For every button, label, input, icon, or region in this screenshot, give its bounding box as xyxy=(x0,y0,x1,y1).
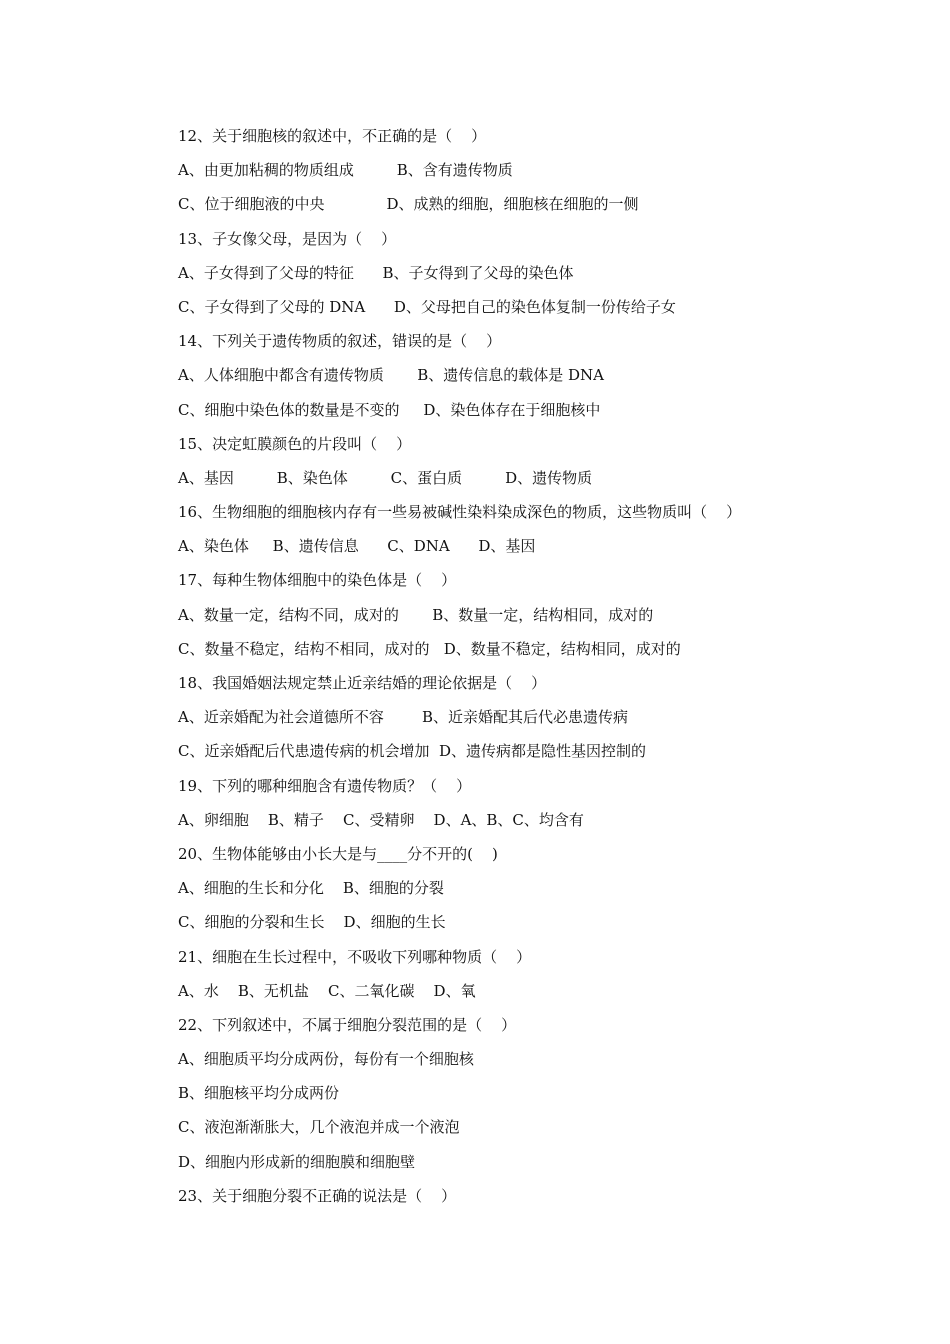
question-22-option-b: B、细胞核平均分成两份 xyxy=(178,1084,340,1103)
question-14-options-ab: A、人体细胞中都含有遗传物质 B、遗传信息的载体是 DNA xyxy=(178,366,604,385)
question-22-stem: 22、下列叙述中，不属于细胞分裂范围的是（ ） xyxy=(178,1015,517,1034)
question-22-option-d: D、细胞内形成新的细胞膜和细胞壁 xyxy=(178,1152,416,1171)
question-list xyxy=(178,124,878,1218)
question-14-options-cd: C、细胞中染色体的数量是不变的 D、染色体存在于细胞核中 xyxy=(178,400,601,419)
question-17-options-ab: A、数量一定，结构不同，成对的 B、数量一定，结构相同，成对的 xyxy=(178,605,654,624)
question-18-stem: 18、我国婚姻法规定禁止近亲结婚的理论依据是（ ） xyxy=(178,674,547,692)
question-12-options-ab: A、由更加粘稠的物质组成 B、含有遗传物质 xyxy=(178,161,513,180)
question-16-options: A、染色体 B、遗传信息 C、DNA D、基因 xyxy=(178,537,536,556)
question-15-stem: 15、决定虹膜颜色的片段叫（ ） xyxy=(178,434,412,453)
question-12-options-cd: C、位于细胞液的中央 D、成熟的细胞，细胞核在细胞的一侧 xyxy=(178,195,639,214)
question-13-stem: 13、子女像父母，是因为（ ） xyxy=(178,229,397,248)
question-12-stem: 12、关于细胞核的叙述中，不正确的是（ ） xyxy=(178,127,487,145)
question-13-options-ab: A、子女得到了父母的特征 B、子女得到了父母的染色体 xyxy=(178,263,574,282)
question-20-options-cd: C、细胞的分裂和生长 D、细胞的生长 xyxy=(178,913,446,932)
question-22-option-a: A、细胞质平均分成两份，每份有一个细胞核 xyxy=(178,1050,474,1069)
question-18-options-cd: C、近亲婚配后代患遗传病的机会增加 D、遗传病都是隐性基因控制的 xyxy=(178,742,647,761)
question-20-options-ab: A、细胞的生长和分化 B、细胞的分裂 xyxy=(178,879,444,898)
question-19-stem: 19、下列的哪种细胞含有遗传物质？（ ） xyxy=(178,776,472,795)
question-14-stem: 14、下列关于遗传物质的叙述，错误的是（ ） xyxy=(178,332,502,351)
question-16-stem: 16、生物细胞的细胞核内存有一些易被碱性染料染成深色的物质，这些物质叫（ ） xyxy=(178,503,742,522)
question-13-options-cd: C、子女得到了父母的 DNA D、父母把自己的染色体复制一份传给子女 xyxy=(178,297,676,316)
question-18-options-ab: A、近亲婚配为社会道德所不容 B、近亲婚配其后代必患遗传病 xyxy=(178,708,629,727)
question-20-stem: 20、生物体能够由小长大是与____分不开的( ) xyxy=(178,844,498,863)
question-17-options-cd: C、数量不稳定，结构不相同，成对的 D、数量不稳定，结构相同，成对的 xyxy=(178,639,681,658)
question-15-options: A、基因 B、染色体 C、蛋白质 D、遗传物质 xyxy=(178,468,593,487)
question-23-stem: 23、关于细胞分裂不正确的说法是（ ） xyxy=(178,1186,457,1205)
question-21-options: A、水 B、无机盐 C、二氧化碳 D、氧 xyxy=(178,981,476,1000)
question-22-option-c: C、液泡渐渐胀大，几个液泡并成一个液泡 xyxy=(178,1118,460,1137)
question-21-stem: 21、细胞在生长过程中，不吸收下列哪种物质（ ） xyxy=(178,947,532,966)
question-19-options: A、卵细胞 B、精子 C、受精卵 D、A、B、C、均含有 xyxy=(178,810,584,829)
question-17-stem: 17、每种生物体细胞中的染色体是（ ） xyxy=(178,571,457,590)
